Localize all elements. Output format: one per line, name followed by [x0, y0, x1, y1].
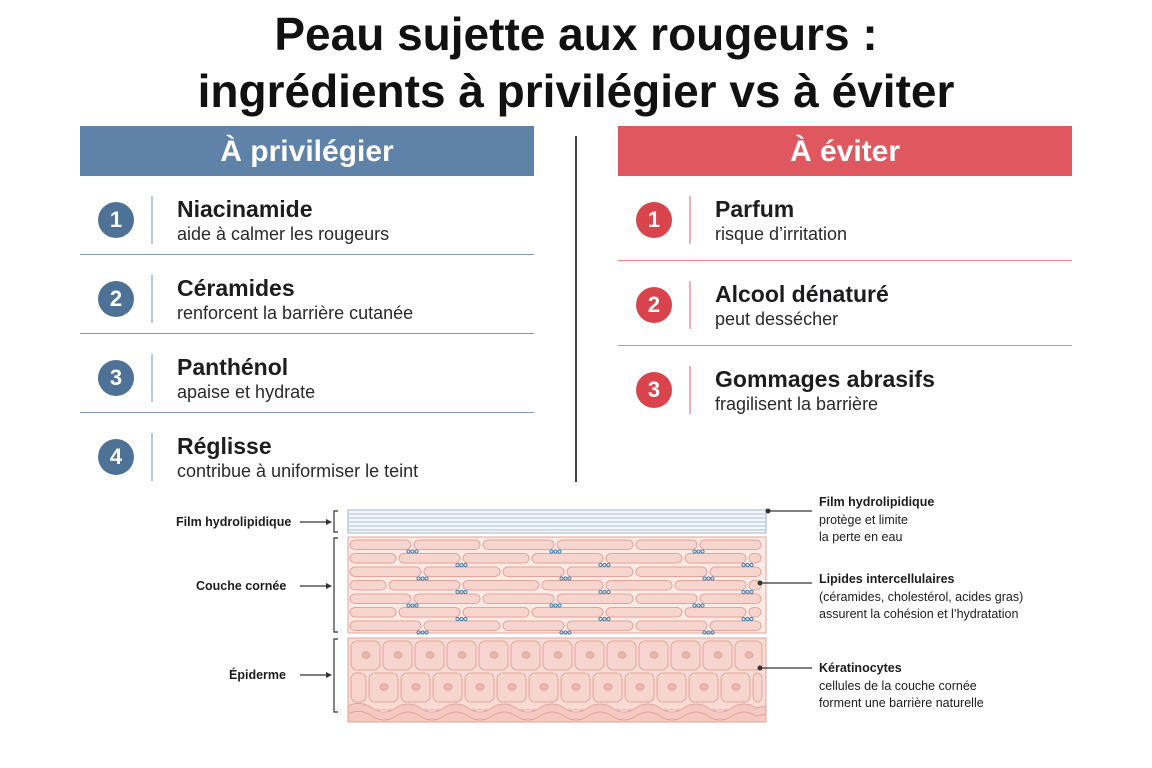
- nucleus: [362, 652, 370, 658]
- corneocyte: [749, 608, 761, 618]
- corneocyte: [414, 594, 480, 604]
- ingredient-description: contribue à uniformiser le teint: [177, 461, 419, 481]
- nucleus: [444, 684, 452, 690]
- nucleus: [636, 684, 644, 690]
- annotation-line: cellules de la couche cornée: [819, 678, 977, 693]
- nucleus: [668, 684, 676, 690]
- corneocyte: [483, 594, 554, 604]
- corneocyte: [606, 554, 682, 564]
- annotation-line: forment une barrière naturelle: [819, 696, 984, 710]
- left-arrowheads: [326, 519, 332, 678]
- corneocyte: [424, 621, 500, 631]
- corneocyte: [606, 608, 682, 618]
- nucleus: [732, 684, 740, 690]
- nucleus: [426, 652, 434, 658]
- nucleus: [682, 652, 690, 658]
- label-film: Film hydrolipidique: [176, 515, 292, 529]
- corneocyte: [399, 608, 460, 618]
- number-badge: 1: [636, 202, 672, 238]
- ingredient-description: peut dessécher: [715, 309, 839, 329]
- corneocyte: [399, 554, 460, 564]
- corneocyte: [350, 540, 411, 550]
- nucleus: [572, 684, 580, 690]
- ingredient-description: fragilisent la barrière: [715, 394, 879, 414]
- ingredient-name: Parfum: [715, 196, 795, 222]
- ingredient-description: apaise et hydrate: [177, 382, 316, 402]
- ingredient-name: Alcool dénaturé: [715, 281, 889, 307]
- annotation-title: Film hydrolipidique: [819, 495, 935, 509]
- keratinocyte: [753, 673, 762, 702]
- annotation-line: protège et limite: [819, 512, 908, 527]
- nucleus: [618, 652, 626, 658]
- corneocyte: [463, 581, 539, 591]
- corneocyte: [700, 594, 761, 604]
- nucleus: [554, 652, 562, 658]
- annotation-title: Lipides intercellulaires: [819, 572, 955, 586]
- corneocyte: [542, 581, 603, 591]
- corneocyte: [675, 581, 746, 591]
- corneocyte: [557, 594, 633, 604]
- corneocyte: [685, 554, 746, 564]
- corneocyte: [350, 581, 386, 591]
- ingredient-name: Réglisse: [177, 433, 272, 459]
- label-epidermis: Épiderme: [229, 668, 286, 682]
- corneocyte: [424, 567, 500, 577]
- number-badge: 3: [636, 372, 672, 408]
- corneocyte: [503, 621, 564, 631]
- nucleus: [650, 652, 658, 658]
- nucleus: [380, 684, 388, 690]
- ingredient-name: Céramides: [177, 275, 295, 301]
- nucleus: [412, 684, 420, 690]
- annotation-film: [819, 494, 934, 547]
- nucleus: [745, 652, 753, 658]
- corneocyte: [414, 540, 480, 550]
- corneocyte: [483, 540, 554, 550]
- right-leaders: [760, 511, 812, 668]
- corneocyte: [463, 608, 529, 618]
- title-line-2: ingrédients à privilégier vs à éviter: [197, 65, 955, 117]
- annotation-line: (céramides, cholestérol, acides gras): [819, 589, 1024, 604]
- left-brackets: [300, 511, 338, 712]
- corneocyte: [463, 554, 529, 564]
- ingredient-name: Panthénol: [177, 354, 289, 380]
- annotation-lipids: [819, 571, 1023, 624]
- nucleus: [540, 684, 548, 690]
- ingredient-name: Gommages abrasifs: [715, 366, 935, 392]
- stratum-corneum: [348, 537, 766, 634]
- favor-header: À privilégier: [80, 126, 534, 176]
- nucleus: [604, 684, 612, 690]
- annotation-title: Kératinocytes: [819, 661, 902, 675]
- nucleus: [586, 652, 594, 658]
- epidermis: [348, 638, 766, 722]
- avoid-header: À éviter: [618, 126, 1072, 176]
- keratinocyte: [351, 673, 366, 702]
- corneocyte: [350, 567, 421, 577]
- annotation-keratinocytes: [819, 660, 984, 713]
- corneocyte: [749, 554, 761, 564]
- corneocyte: [350, 621, 421, 631]
- nucleus: [700, 684, 708, 690]
- corneocyte: [710, 567, 761, 577]
- nucleus: [508, 684, 516, 690]
- ingredient-name: Niacinamide: [177, 196, 313, 222]
- corneocyte: [350, 608, 396, 618]
- corneocyte: [710, 621, 761, 631]
- corneocyte: [567, 567, 633, 577]
- corneocyte: [532, 554, 603, 564]
- ingredient-description: risque d’irritation: [715, 224, 848, 244]
- corneocyte: [700, 540, 761, 550]
- ingredient-description: aide à calmer les rougeurs: [177, 224, 390, 244]
- ingredient-description: renforcent la barrière cutanée: [177, 303, 414, 323]
- nucleus: [458, 652, 466, 658]
- corneocyte: [636, 621, 707, 631]
- corneocyte: [636, 540, 697, 550]
- annotation-line: la perte en eau: [819, 530, 903, 544]
- corneocyte: [532, 608, 603, 618]
- corneocyte: [557, 540, 633, 550]
- corneocyte: [636, 567, 707, 577]
- title-line-1: Peau sujette aux rougeurs :: [274, 8, 878, 60]
- number-badge: 1: [98, 202, 134, 238]
- nucleus: [522, 652, 530, 658]
- corneocyte: [350, 594, 411, 604]
- corneocyte: [350, 554, 396, 564]
- corneocyte: [685, 608, 746, 618]
- corneocyte: [636, 594, 697, 604]
- label-corneum: Couche cornée: [196, 579, 287, 593]
- corneocyte: [503, 567, 564, 577]
- number-badge: 4: [98, 439, 134, 475]
- nucleus: [490, 652, 498, 658]
- nucleus: [476, 684, 484, 690]
- nucleus: [714, 652, 722, 658]
- hydrolipidic-film: [348, 510, 766, 533]
- nucleus: [394, 652, 402, 658]
- corneocyte: [606, 581, 672, 591]
- annotation-line: assurent la cohésion et l’hydratation: [819, 607, 1019, 621]
- number-badge: 2: [98, 281, 134, 317]
- corneocyte: [389, 581, 460, 591]
- corneocyte: [567, 621, 633, 631]
- number-badge: 2: [636, 287, 672, 323]
- number-badge: 3: [98, 360, 134, 396]
